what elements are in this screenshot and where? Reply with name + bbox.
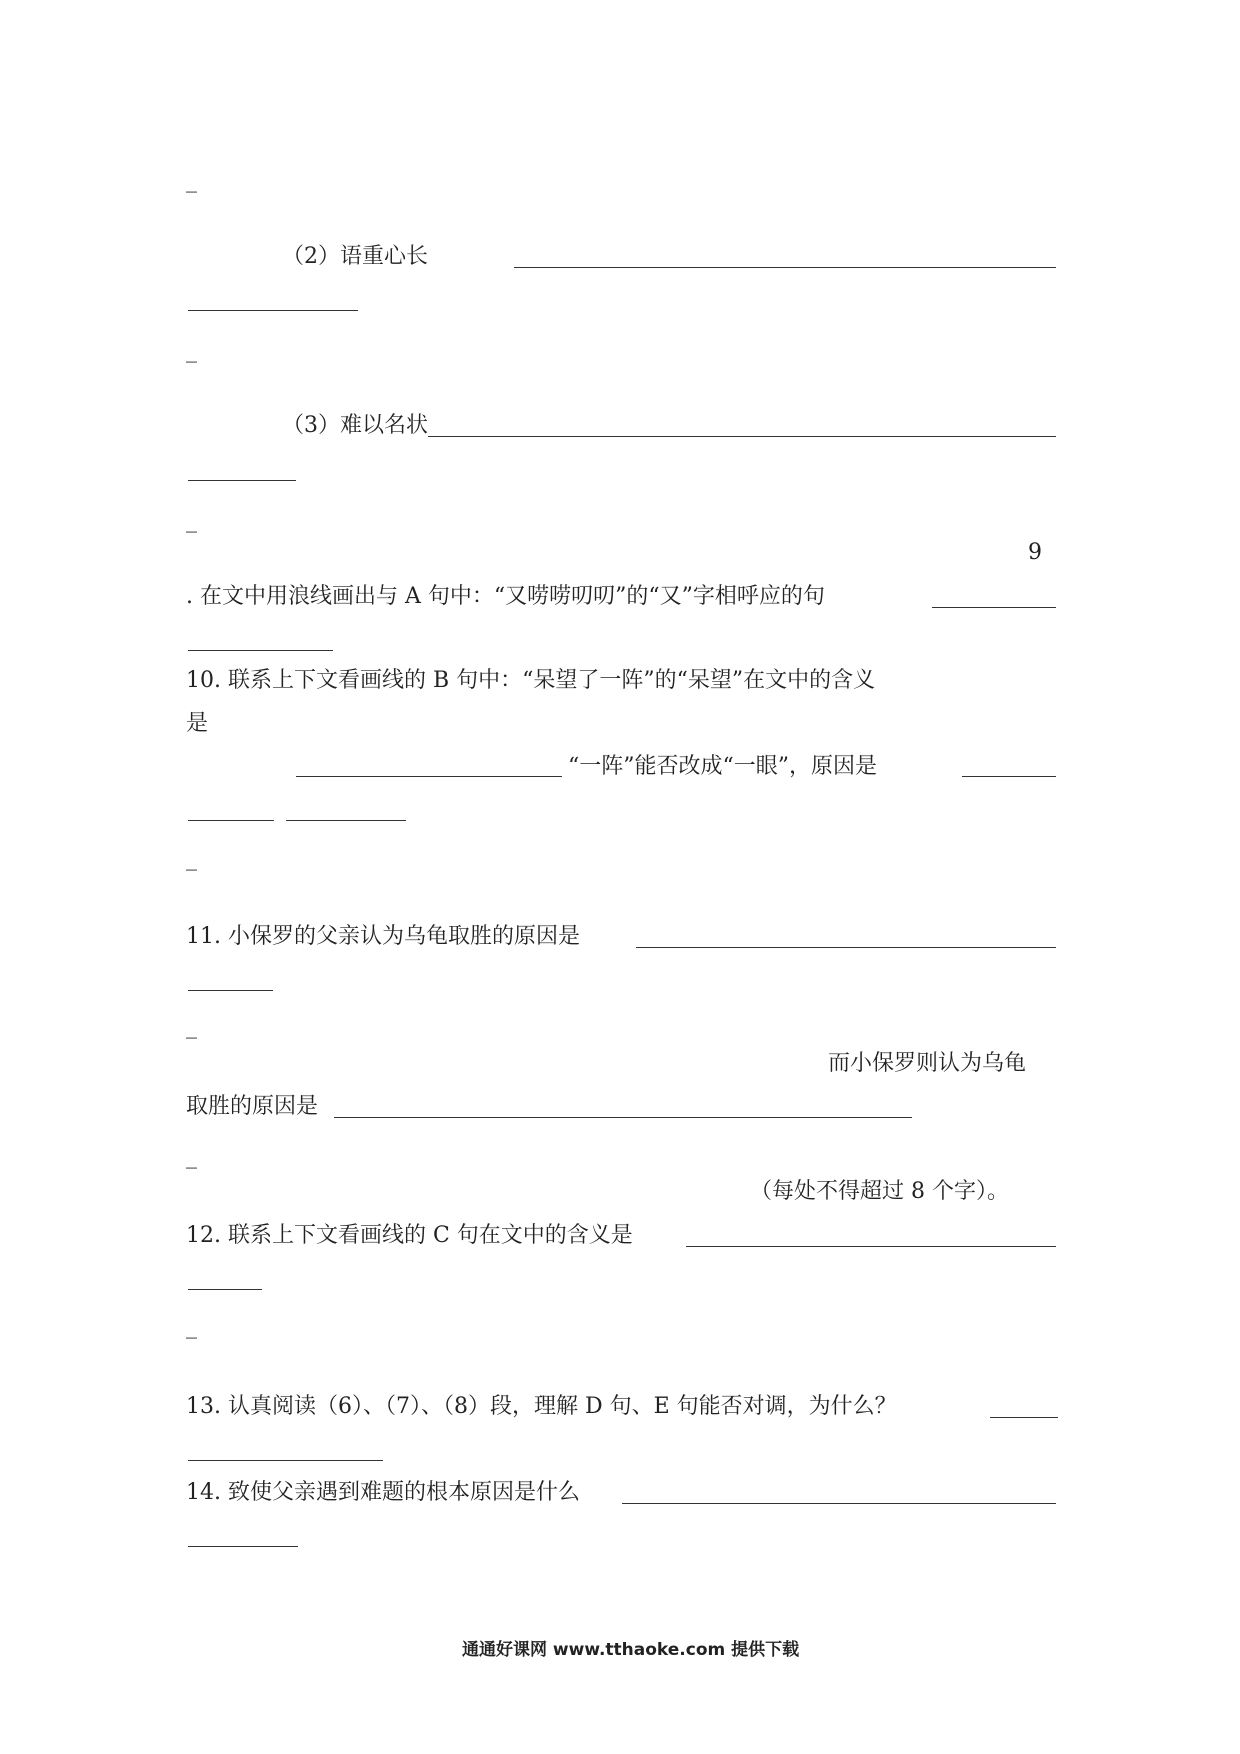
q14-text: 14. 致使父亲遇到难题的根本原因是什么 [186, 1480, 580, 1505]
q11-mid: 而小保罗则认为乌龟 [828, 1051, 1027, 1076]
q8-2-label: （2）语重心长 [282, 244, 428, 269]
q12-text: 12. 联系上下文看画线的 C 句在文中的含义是 [186, 1223, 633, 1248]
answer-blank[interactable] [514, 267, 1056, 268]
q11-note: （每处不得超过 8 个字）。 [750, 1179, 1009, 1204]
answer-blank[interactable] [686, 1246, 1056, 1247]
answer-blank[interactable] [188, 310, 358, 311]
dash-mark: _ [186, 168, 197, 193]
q10-is: 是 [186, 711, 209, 736]
q8-3-label: （3）难以名状 [282, 413, 428, 438]
dash-mark: _ [186, 508, 197, 533]
answer-blank[interactable] [636, 947, 1056, 948]
dash-mark: _ [186, 1144, 197, 1169]
q13-text: 13. 认真阅读（6）、（7）、（8）段，理解 D 句、E 句能否对调，为什么？ [186, 1394, 897, 1419]
answer-blank[interactable] [622, 1503, 1056, 1504]
q11-text: 11. 小保罗的父亲认为乌龟取胜的原因是 [186, 924, 580, 949]
q9-number: 9 [1028, 540, 1042, 565]
q10-mid: “一阵”能否改成“一眼”，原因是 [568, 754, 877, 779]
answer-blank[interactable] [334, 1117, 912, 1118]
answer-blank[interactable] [296, 776, 562, 777]
answer-blank[interactable] [932, 607, 1056, 608]
answer-blank[interactable] [188, 650, 333, 651]
page-footer: 通通好课网 www.tthaoke.com 提供下载 [462, 1640, 800, 1660]
answer-blank[interactable] [188, 1546, 298, 1547]
answer-blank[interactable] [188, 1289, 262, 1290]
answer-blank[interactable] [962, 776, 1056, 777]
q9-text: . 在文中用浪线画出与 A 句中：“又唠唠叨叨”的“又”字相呼应的句 [186, 584, 825, 609]
answer-blank[interactable] [188, 480, 296, 481]
dash-mark: _ [186, 1314, 197, 1339]
dash-mark: _ [186, 1014, 197, 1039]
dash-mark: _ [186, 846, 197, 871]
answer-blank[interactable] [286, 820, 406, 821]
dash-mark: _ [186, 338, 197, 363]
q11-mid2: 取胜的原因是 [186, 1094, 319, 1119]
q10-text: 10. 联系上下文看画线的 B 句中：“呆望了一阵”的“呆望”在文中的含义 [186, 668, 876, 693]
answer-blank[interactable] [188, 820, 274, 821]
answer-blank[interactable] [428, 436, 1056, 437]
answer-blank[interactable] [188, 990, 273, 991]
answer-blank[interactable] [188, 1460, 383, 1461]
answer-blank[interactable] [990, 1417, 1058, 1418]
